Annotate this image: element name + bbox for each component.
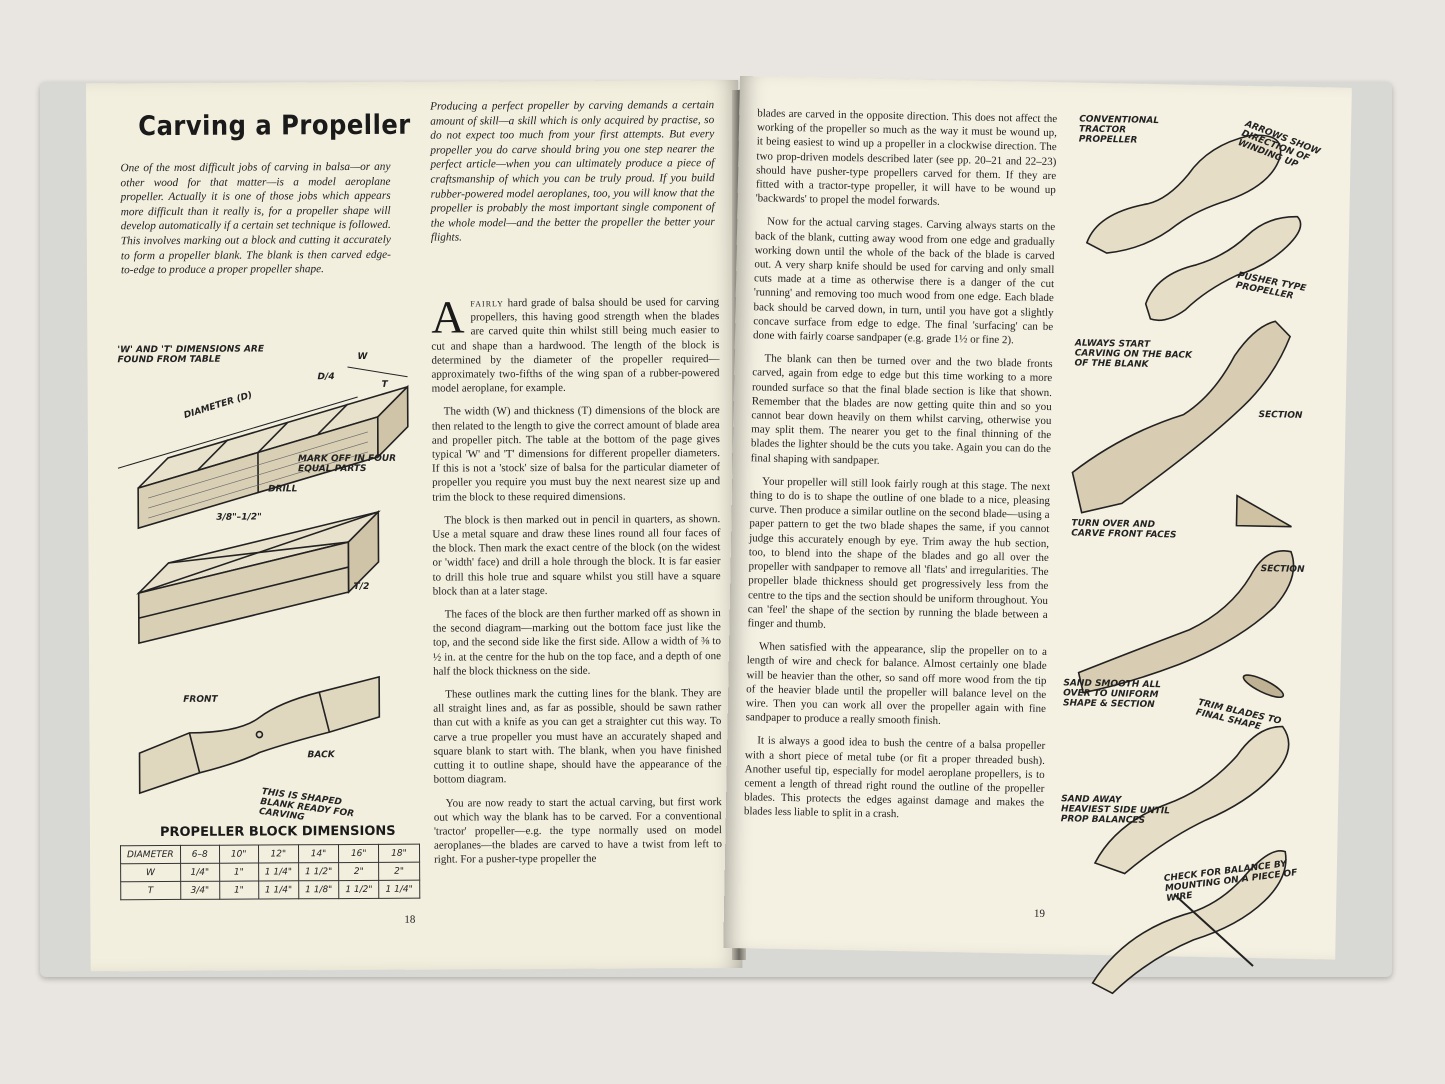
label-diameter: DIAMETER (D) xyxy=(182,390,254,422)
table-row xyxy=(121,880,420,900)
intro-text-2: Producing a perfect propeller by carving demands a certain amount of skill—a skill which is only acquired by practise, so do not expect too much from your first attempts. But every propeller you do carve should bring you one step nearer the perfect article—when you can ultimately produce a piece of craftsmanship of which you can be truly proud. If you build rubber-powered model aeroplanes, too, you will know that the propeller is probably the most important single component of the whole model—and the better the propeller the better your flights. xyxy=(430,99,715,244)
label-back: BACK xyxy=(307,750,335,761)
table-cell: 16" xyxy=(339,844,379,862)
table-row xyxy=(121,844,420,864)
table-cell: 1/4" xyxy=(180,863,219,881)
paragraph: You are now ready to start the actual carving, but first work out which way the blank has to be carved. For a conventional 'tractor' propeller—e.g. the type normally used on model aeroplanes—the blades are carved to have a twist from left to right. For a pusher-type propeller the xyxy=(433,795,723,866)
table-cell: 1 1/4" xyxy=(258,881,298,899)
label-start: ALWAYS START CARVING ON THE BACK OF THE BLANK xyxy=(1074,338,1193,370)
table-cell: 1 1/8" xyxy=(299,881,339,899)
label-pusher: PUSHER TYPE PROPELLER xyxy=(1234,270,1307,302)
table-cell: 2" xyxy=(339,862,379,880)
label-mark: MARK OFF IN FOUR EQUAL PARTS xyxy=(297,453,397,475)
table-cell: 12" xyxy=(258,845,298,863)
table-cell: 18" xyxy=(379,844,419,862)
page-number: 18 xyxy=(404,913,416,926)
label-sand: SAND SMOOTH ALL OVER TO UNIFORM SHAPE & SECTION xyxy=(1062,678,1162,711)
right-page xyxy=(723,76,1352,960)
table-cell: 14" xyxy=(298,845,338,863)
label-hub: 3/8"–1/2" xyxy=(216,512,262,523)
label-shaped: THIS IS SHAPED BLANK READY FOR CARVING xyxy=(258,786,355,823)
label-tractor: CONVENTIONAL TRACTOR PROPELLER xyxy=(1078,114,1160,146)
table-row xyxy=(121,862,420,882)
left-body-column xyxy=(431,291,723,876)
page-title: Carving a Propeller xyxy=(138,109,411,143)
paragraph: hard grade of balsa should be used for carving propellers, this having good strength when the blades are carved quite thin whilst still being much easier to cut and shape than a hardwood. The length of the block is determined by the diameter of the propeller required—approximately two-fifths of the wing span of a rubber-powered model aeroplane, for example. xyxy=(431,296,720,395)
label-section-1: SECTION xyxy=(1258,410,1303,421)
table-cell: 6–8 xyxy=(180,845,219,863)
table-cell: 3/4" xyxy=(180,881,219,899)
label-heavy: SAND AWAY HEAVIEST SIDE UNTIL PROP BALANCES xyxy=(1060,794,1170,826)
label-w: W xyxy=(357,351,368,362)
shaped-blank-diagram xyxy=(129,672,410,803)
paragraph: blades are carved in the opposite direction. This does not affect the working of the propeller so much as the way it must be wound up, it being easiest to wind up a propeller in a clockwise direction. The two prop-driven models described later (see pp. 20–21 and 22–23) should have pusher-type propellers carved for them. If they are fitted with a tractor-type propeller, it will have to be wound up 'backwards' to propel the model forwards. xyxy=(755,107,1058,209)
paragraph: These outlines mark the cutting lines for the blank. They are all straight lines and, as far as possible, should be sawn rather than cut with a knife as you can get a straighter cut this way. To carve a true propeller you must have an accurately shaped and square blank to start with. The blank, when you have finished cutting it to outline shape, should have the appearance of the bottom diagram. xyxy=(433,687,722,786)
marked-block-diagram xyxy=(128,502,409,643)
dimensions-table xyxy=(120,844,420,901)
paragraph: The block is then marked out in pencil in quarters, as shown. Use a metal square and draw these lines round all four faces of the block. Then mark the exact centre of the block (on the widest or 'width' face) and drill a hole through the block. It is far easier to drill this hole true and square whilst you still have a square block than at a later stage. xyxy=(432,512,721,598)
table-cell: W xyxy=(121,863,181,881)
paragraph: Now for the actual carving stages. Carving always starts on the back of the blank, cutting away wood from one edge and gradually working down until the whole of the back of the blade is carved out. A very sharp knife should be used for carving and only small cuts made at a time as otherwise there is a danger of the cut 'running' and removing too much wood from one edge. Each blade back should be carved down, in turn, until you have got a slightly concave surface from edge to edge. The final 'surfacing' can be done with fairly coarse sandpaper (e.g. grade 1½ or fine 2). xyxy=(752,215,1056,347)
label-section-2: SECTION xyxy=(1260,564,1305,575)
left-page xyxy=(86,80,743,971)
label-turn: TURN OVER AND CARVE FRONT FACES xyxy=(1071,518,1177,541)
drop-cap: A xyxy=(431,291,465,343)
table-cell: 1 1/4" xyxy=(258,863,298,881)
table-cell: 1" xyxy=(219,863,258,881)
paragraph: The width (W) and thickness (T) dimensions of the block are then related to the length to give the correct amount of blade area and propeller pitch. The table at the bottom of the page gives typical 'W' and 'T' dimensions for different propeller diameters. If this is not a 'stock' size of balsa for the particular diameter of propeller you require you must buy the next nearest size up and trim the block to these required dimensions. xyxy=(431,404,721,504)
paragraph: When satisfied with the appearance, slip the propeller on to a length of wire and check for balance. Almost certainly one blade will be heavier than the other, so sand off more wood from the tip of the heavier blade until the propeller will balance level on the wire. Then you can work all over the propeller again with fine sandpaper to produce a really smooth finish. xyxy=(745,640,1048,728)
label-t2: T/2 xyxy=(353,581,370,593)
label-t: T xyxy=(381,379,388,390)
label-front: FRONT xyxy=(183,694,218,705)
label-drill: DRILL xyxy=(268,484,298,495)
label-trim: TRIM BLADES TO FINAL SHAPE xyxy=(1194,697,1283,733)
table-cell: 1 1/2" xyxy=(339,880,379,898)
paragraph: It is always a good idea to bush the centre of a balsa propeller with a short piece of metal tube (or fit a proper threaded bush). Another useful tip, especially for model aeroplane propellers, is to cement a length of thread right round the outline of the propeller blades. This protects the edges against damage and makes the blades less liable to split in a crash. xyxy=(743,734,1046,821)
table-cell: 1 1/2" xyxy=(298,863,338,881)
table-title: PROPELLER BLOCK DIMENSIONS xyxy=(159,823,396,841)
right-body-column xyxy=(744,106,1058,833)
label-arrows: ARROWS SHOW DIRECTION OF WINDING UP xyxy=(1236,119,1322,171)
table-cell: T xyxy=(121,881,181,899)
table-cell: 1 1/4" xyxy=(379,880,419,898)
table-cell: 2" xyxy=(379,862,419,880)
paragraph: The faces of the block are then further marked off as shown in the second diagram—marking out the bottom face just like the top, and the second side like the first side. Allow a width of ⅜ to ½ in. at the centre for the hub on the top face, and a depth of one half the block thickness on the side. xyxy=(432,607,722,678)
paragraph: The blank can then be turned over and the two blade fronts carved, again from edge to edge but this time working to a more rounded surface so that the final blade section is like that shown. Remember that the blades are now getting quite thin and so you cannot bear down heavily on them whilst carving, otherwise you may split them. The nearer you get to the final thinning of the blades the lighter should be the cuts you take. Again you can do the final shaping with sandpaper. xyxy=(750,352,1053,467)
table-cell: DIAMETER xyxy=(121,845,181,863)
label-wt: 'W' AND 'T' DIMENSIONS ARE FOUND FROM TABLE xyxy=(117,344,265,366)
table-cell: 1" xyxy=(219,881,258,899)
table-cell: 10" xyxy=(219,845,258,863)
paragraph: Your propeller will still look fairly rough at this stage. The next thing to do is to shape the outline of one blade to a nice, pleasing curve. Then produce a similar outline on the second blade—using a paper pattern to get the two blade shapes the same, if you cannot judge this accurately enough by eye. Trim away the hub section, too, to blend into the shape of the blades and go all over the propeller with sandpaper to remove all 'flats' and irregularities. The propeller blade thickness should get progressively less from the centre to the tips and the section should be uniform throughout. You can 'feel' the shape of the section by running the blade between a finger and thumb. xyxy=(747,475,1051,631)
page-number: 19 xyxy=(1033,907,1046,921)
label-d4: D/4 xyxy=(317,372,335,383)
label-balance: CHECK FOR BALANCE BY MOUNTING ON A PIECE OF WIRE xyxy=(1163,859,1298,904)
intro-text: One of the most difficult jobs of carving in balsa—or any other wood for that matter—is a model aeroplane propeller. Actually it is one of those jobs which appears more difficult than it really is, for a propeller shape will develop automatically if a certain set technique is followed. This involves marking out a block and cutting it accurately to form a propeller blank. The blank is then carved edge-to-edge to produce a proper propeller shape. xyxy=(120,160,391,277)
lead-word: fairly xyxy=(470,297,504,310)
